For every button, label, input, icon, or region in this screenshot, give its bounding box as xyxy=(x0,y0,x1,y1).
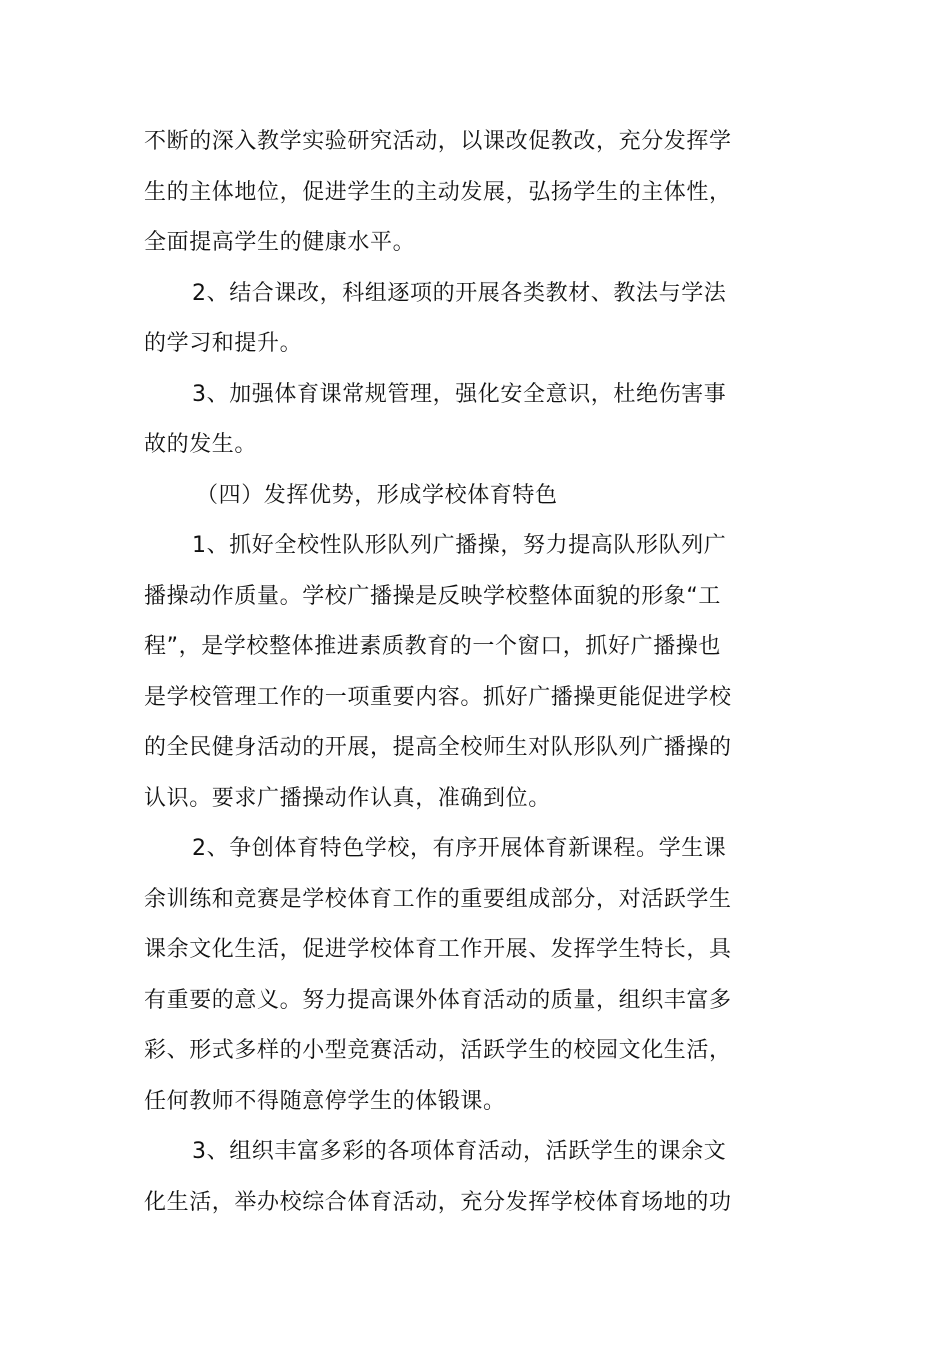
paragraph-line: 3、加强体育课常规管理，强化安全意识，杜绝伤害事 xyxy=(192,381,727,407)
paragraph-line: 1、抓好全校性队形队列广播操，努力提高队形队列广 xyxy=(192,533,727,558)
paragraph-line: 是学校管理工作的一项重要内容。抓好广播操更能促进学校 xyxy=(144,684,732,710)
document-body xyxy=(144,117,744,1228)
paragraph-line: 生的主体地位，促进学生的主动发展，弘扬学生的主体性， xyxy=(144,179,732,205)
paragraph-line: 认识。要求广播操动作认真，准确到位。 xyxy=(144,785,551,811)
paragraph-line: 3、组织丰富多彩的各项体育活动，活跃学生的课余文 xyxy=(192,1139,727,1164)
paragraph-line: 的学习和提升。 xyxy=(144,331,303,356)
section-heading: （四）发挥优势，形成学校体育特色 xyxy=(196,482,558,508)
paragraph-line: 余训练和竞赛是学校体育工作的重要组成部分，对活跃学生 xyxy=(144,886,732,912)
paragraph-line: 全面提高学生的健康水平。 xyxy=(144,230,416,255)
paragraph-line: 2、争创体育特色学校，有序开展体育新课程。学生课 xyxy=(192,836,727,861)
paragraph-line: 不断的深入教学实验研究活动，以课改促教改，充分发挥学 xyxy=(144,129,732,154)
paragraph-line: 播操动作质量。学校广播操是反映学校整体面貌的形象“工 xyxy=(144,583,721,609)
paragraph-line: 化生活，举办校综合体育活动，充分发挥学校体育场地的功 xyxy=(144,1189,732,1215)
paragraph-line: 的全民健身活动的开展，提高全校师生对队形队列广播操的 xyxy=(144,735,732,760)
paragraph-line: 程”，是学校整体推进素质教育的一个窗口，抓好广播操也 xyxy=(144,634,721,659)
paragraph-line: 故的发生。 xyxy=(144,432,258,457)
paragraph-line: 有重要的意义。努力提高课外体育活动的质量，组织丰富多 xyxy=(144,987,732,1013)
paragraph-line: 课余文化生活，促进学校体育工作开展、发挥学生特长，具 xyxy=(144,937,732,962)
paragraph-line: 彩、形式多样的小型竞赛活动，活跃学生的校园文化生活， xyxy=(144,1038,732,1063)
paragraph-line: 2、结合课改，科组逐项的开展各类教材、教法与学法 xyxy=(192,280,727,306)
paragraph-line: 任何教师不得随意停学生的体锻课。 xyxy=(144,1088,506,1114)
